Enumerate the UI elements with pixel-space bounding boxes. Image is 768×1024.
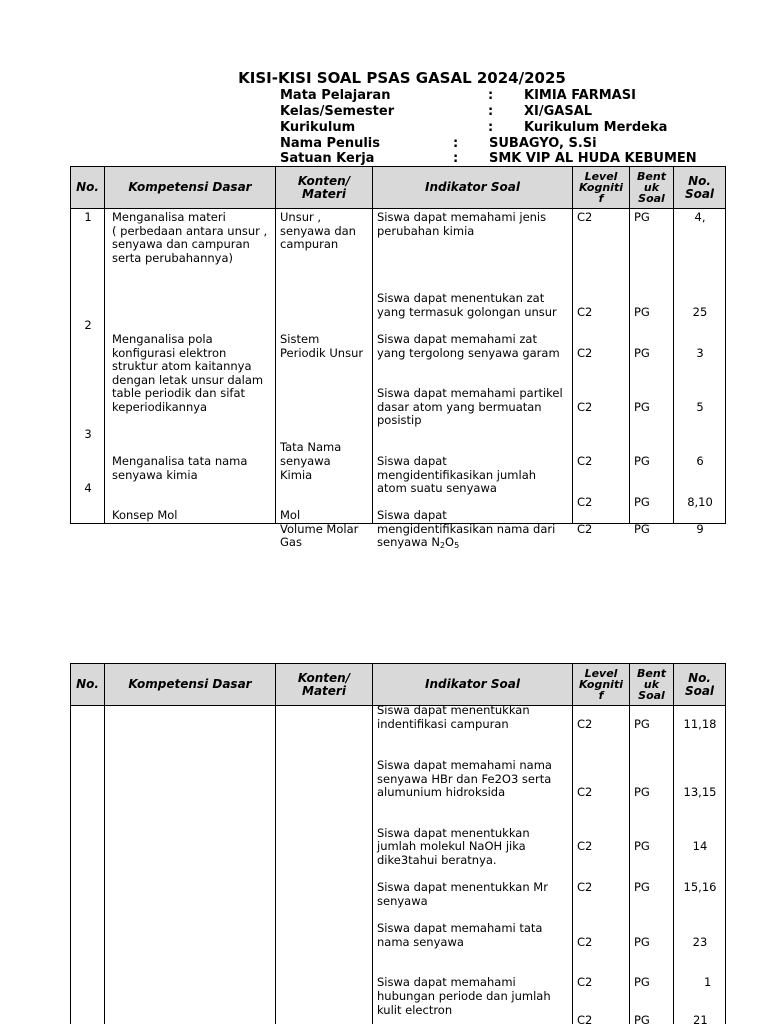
meta-value-kurikulum: Kurikulum Merdeka xyxy=(524,120,668,135)
kd-text: konfigurasi elektron xyxy=(112,346,227,360)
column-konten-materi xyxy=(276,706,373,1024)
column-header-konten-materi: Konten/ Materi xyxy=(276,167,373,209)
row-number: 3 xyxy=(84,427,92,441)
indikator-text: Siswa dapat menentukan zat xyxy=(377,291,545,305)
column-header-no: No. xyxy=(71,664,105,706)
indikator-text: hubungan periode dan jumlah xyxy=(377,989,551,1003)
no-soal-value: 6 xyxy=(696,454,704,468)
konten-text: senyawa dan xyxy=(280,224,356,238)
document-title: KISI-KISI SOAL PSAS GASAL 2024/2025 xyxy=(238,69,566,87)
bentuk-value: PG xyxy=(634,785,650,799)
indikator-text: dasar atom yang bermuatan xyxy=(377,400,542,414)
konten-text: Periodik Unsur xyxy=(280,346,364,360)
column-no xyxy=(71,209,105,524)
meta-separator: : xyxy=(488,120,494,135)
no-soal-value: 4, xyxy=(694,210,706,224)
bentuk-value: PG xyxy=(634,400,650,414)
row-number: 4 xyxy=(84,481,92,495)
bentuk-value: PG xyxy=(634,1013,650,1024)
meta-label-nama-penulis: Nama Penulis xyxy=(280,136,381,151)
bentuk-value: PG xyxy=(634,346,650,360)
bentuk-value: PG xyxy=(634,495,650,509)
level-value: C2 xyxy=(577,880,593,894)
indikator-text: Siswa dapat memahami nama xyxy=(377,758,552,772)
column-header-no-soal: No. Soal xyxy=(674,167,726,209)
kd-text: senyawa kimia xyxy=(112,468,198,482)
kd-text: senyawa dan campuran xyxy=(112,237,250,251)
no-soal-value: 8,10 xyxy=(687,495,713,509)
kd-text: struktur atom kaitannya xyxy=(112,359,252,373)
meta-value-nama-penulis: SUBAGYO, S.Si xyxy=(489,136,597,151)
indikator-text: Siswa dapat menentukkan xyxy=(377,826,530,840)
meta-value-mata-pelajaran: KIMIA FARMASI xyxy=(524,88,636,103)
level-value: C2 xyxy=(577,1013,593,1024)
konten-text: Gas xyxy=(280,535,302,549)
kd-text: serta perubahannya) xyxy=(112,251,233,265)
no-soal-value: 15,16 xyxy=(683,880,717,894)
table-body-row xyxy=(71,209,726,524)
konten-text: senyawa xyxy=(280,454,331,468)
level-value: C2 xyxy=(577,305,593,319)
indikator-text: senyawa HBr dan Fe2O3 serta xyxy=(377,772,552,786)
indikator-text: dike3tahui beratnya. xyxy=(377,853,497,867)
no-soal-value: 11,18 xyxy=(683,717,717,731)
indikator-text: Siswa dapat xyxy=(377,508,447,522)
konten-text: Tata Nama xyxy=(280,440,342,454)
indikator-text: perubahan kimia xyxy=(377,224,475,238)
no-soal-value: 5 xyxy=(696,400,704,414)
bentuk-value: PG xyxy=(634,935,650,949)
column-kompetensi-dasar xyxy=(105,209,276,524)
no-soal-value: 1 xyxy=(704,975,712,989)
bentuk-value: PG xyxy=(634,717,650,731)
kd-text: dengan letak unsur dalam xyxy=(112,373,264,387)
level-value: C2 xyxy=(577,935,593,949)
column-header-level-kognitif: Level Kogniti f xyxy=(573,167,630,209)
kd-text: Konsep Mol xyxy=(112,508,178,522)
column-header-bentuk-soal: Bent uk Soal xyxy=(630,664,674,706)
level-value: C2 xyxy=(577,839,593,853)
bentuk-value: PG xyxy=(634,839,650,853)
column-header-konten-materi: Konten/ Materi xyxy=(276,664,373,706)
indikator-text: atom suatu senyawa xyxy=(377,481,497,495)
row-number: 2 xyxy=(84,318,92,332)
meta-value-kelas-semester: XI/GASAL xyxy=(524,104,593,119)
kd-text: table periodik dan sifat xyxy=(112,386,246,400)
indikator-text: Siswa dapat memahami partikel xyxy=(377,386,563,400)
kd-text: Menganalisa materi xyxy=(112,210,226,224)
column-header-no: No. xyxy=(71,167,105,209)
level-value: C2 xyxy=(577,346,593,360)
column-header-bentuk-soal: Bent uk Soal xyxy=(630,167,674,209)
indikator-text: Siswa dapat memahami xyxy=(377,975,516,989)
indikator-text: Siswa dapat xyxy=(377,454,447,468)
indikator-text: mengidentifikasikan nama dari xyxy=(377,522,556,536)
meta-separator: : xyxy=(453,136,459,151)
level-value: C2 xyxy=(577,495,593,509)
bentuk-value: PG xyxy=(634,305,650,319)
meta-separator: : xyxy=(488,88,494,103)
column-header-indikator-soal: Indikator Soal xyxy=(373,664,573,706)
meta-label-satuan-kerja: Satuan Kerja xyxy=(280,151,375,166)
indikator-text: Siswa dapat memahami jenis xyxy=(377,210,547,224)
indikator-text: yang termasuk golongan unsur xyxy=(377,305,557,319)
indikator-text: Siswa dapat memahami tata xyxy=(377,921,543,935)
indikator-text: nama senyawa xyxy=(377,935,464,949)
indikator-text: kulit electron xyxy=(377,1003,453,1017)
column-header-indikator-soal: Indikator Soal xyxy=(373,167,573,209)
konten-text: Sistem xyxy=(280,332,320,346)
level-value: C2 xyxy=(577,400,593,414)
column-header-no-soal: No. Soal xyxy=(674,664,726,706)
column-no-soal xyxy=(674,209,726,536)
meta-separator: : xyxy=(453,151,459,166)
indikator-text: senyawa xyxy=(377,894,428,908)
level-value: C2 xyxy=(577,454,593,468)
meta-separator: : xyxy=(488,104,494,119)
no-soal-value: 13,15 xyxy=(683,785,717,799)
indikator-text: mengidentifikasikan jumlah xyxy=(377,468,537,482)
kd-text: Menganalisa tata nama xyxy=(112,454,248,468)
kd-text: ( perbedaan antara unsur , xyxy=(112,224,268,238)
bentuk-value: PG xyxy=(634,210,650,224)
column-no-soal xyxy=(674,706,726,1024)
column-bentuk-soal xyxy=(630,706,674,1024)
indikator-text: Siswa dapat menentukkan Mr xyxy=(377,880,548,894)
level-value: C2 xyxy=(577,522,593,536)
column-level-kognitif xyxy=(573,706,630,1024)
indikator-text: posistip xyxy=(377,413,422,427)
konten-text: Volume Molar xyxy=(280,522,359,536)
no-soal-value: 3 xyxy=(696,346,704,360)
no-soal-value: 9 xyxy=(696,522,704,536)
level-value: C2 xyxy=(577,717,593,731)
kisi-kisi-table-1 xyxy=(70,166,726,550)
column-header-level-kognitif: Level Kogniti f xyxy=(573,664,630,706)
row-number: 1 xyxy=(84,210,92,224)
no-soal-value: 23 xyxy=(692,935,708,949)
column-level-kognitif xyxy=(573,209,630,536)
bentuk-value: PG xyxy=(634,454,650,468)
indikator-text: yang tergolong senyawa garam xyxy=(377,346,560,360)
column-konten-materi xyxy=(276,209,373,549)
table-header-row xyxy=(71,167,726,209)
column-no xyxy=(71,706,105,1024)
no-soal-value: 14 xyxy=(692,839,708,853)
kisi-kisi-table-2 xyxy=(70,663,726,1024)
konten-text: campuran xyxy=(280,237,339,251)
meta-label-mata-pelajaran: Mata Pelajaran xyxy=(280,88,391,103)
column-kompetensi-dasar xyxy=(105,706,276,1024)
bentuk-value: PG xyxy=(634,522,650,536)
table-body-row xyxy=(71,706,726,1024)
indikator-text: jumlah molekul NaOH jika xyxy=(377,839,526,853)
meta-label-kelas-semester: Kelas/Semester xyxy=(280,104,395,119)
kd-text: Menganalisa pola xyxy=(112,332,213,346)
level-value: C2 xyxy=(577,785,593,799)
indikator-formula-line: senyawa $N_2O_5$ xyxy=(377,535,460,550)
table-header-row xyxy=(71,664,726,706)
no-soal-value: 25 xyxy=(692,305,708,319)
bentuk-value: PG xyxy=(634,880,650,894)
column-bentuk-soal xyxy=(630,209,674,536)
meta-label-kurikulum: Kurikulum xyxy=(280,120,356,135)
level-value: C2 xyxy=(577,210,593,224)
indikator-text: Siswa dapat menentukkan xyxy=(377,703,530,717)
column-indikator-soal xyxy=(373,703,573,1024)
column-header-kompetensi-dasar: Kompetensi Dasar xyxy=(105,664,276,706)
column-header-kompetensi-dasar: Kompetensi Dasar xyxy=(105,167,276,209)
no-soal-value: 21 xyxy=(693,1013,708,1024)
konten-text: Mol xyxy=(280,508,301,522)
konten-text: Unsur , xyxy=(280,210,322,224)
indikator-text: Siswa dapat memahami zat xyxy=(377,332,537,346)
indikator-text: alumunium hidroksida xyxy=(377,785,506,799)
column-indikator-soal xyxy=(373,209,573,550)
level-value: C2 xyxy=(577,975,593,989)
bentuk-value: PG xyxy=(634,975,650,989)
indikator-text: indentifikasi campuran xyxy=(377,717,509,731)
kd-text: keperiodikannya xyxy=(112,400,208,414)
meta-value-satuan-kerja: SMK VIP AL HUDA KEBUMEN xyxy=(489,151,697,166)
konten-text: Kimia xyxy=(280,468,313,482)
